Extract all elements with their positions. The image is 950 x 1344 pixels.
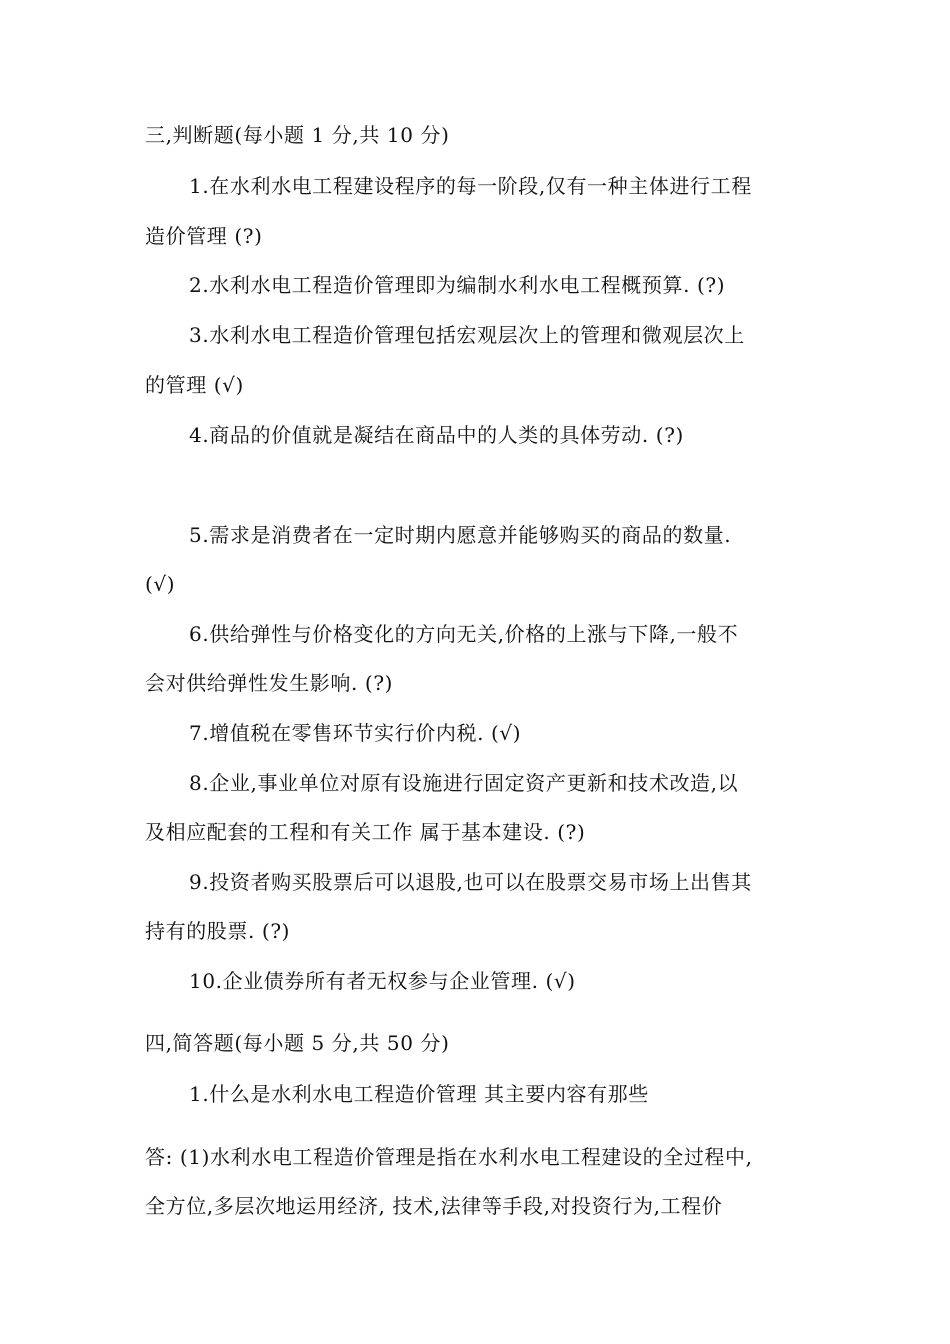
question-6-line-1: 6.供给弹性与价格变化的方向无关,价格的上涨与下降,一般不 [189, 622, 739, 646]
question-9-line-2: 持有的股票. (?) [145, 919, 291, 943]
section-heading-short-answer: 四,简答题(每小题 5 分,共 50 分) [145, 1031, 450, 1055]
question-5-line-1: 5.需求是消费者在一定时期内愿意并能够购买的商品的数量. [189, 523, 732, 547]
question-10-line-1: 10.企业债券所有者无权参与企业管理. (√) [189, 969, 576, 993]
question-6-line-2: 会对供给弹性发生影响. (?) [145, 671, 394, 695]
question-1-line-2: 造价管理 (?) [145, 224, 263, 248]
question-1-line-1: 1.在水利水电工程建设程序的每一阶段,仅有一种主体进行工程 [189, 174, 752, 198]
question-3-line-2: 的管理 (√) [145, 373, 244, 397]
question-3-line-1: 3.水利水电工程造价管理包括宏观层次上的管理和微观层次上 [189, 323, 745, 347]
short-answer-question-1: 1.什么是水利水电工程造价管理 其主要内容有那些 [189, 1082, 649, 1106]
question-2-line-1: 2.水利水电工程造价管理即为编制水利水电工程概预算. (?) [189, 273, 726, 297]
question-4-line-1: 4.商品的价值就是凝结在商品中的人类的具体劳动. (?) [189, 423, 684, 447]
question-7-line-1: 7.增值税在零售环节实行价内税. (√) [189, 721, 522, 745]
question-5-line-2: (√) [145, 572, 176, 596]
question-8-line-1: 8.企业,事业单位对原有设施进行固定资产更新和技术改造,以 [189, 771, 739, 795]
question-9-line-1: 9.投资者购买股票后可以退股,也可以在股票交易市场上出售其 [189, 870, 752, 894]
section-heading-true-false: 三,判断题(每小题 1 分,共 10 分) [145, 123, 450, 147]
question-8-line-2: 及相应配套的工程和有关工作 属于基本建设. (?) [145, 820, 586, 844]
answer-line-2: 全方位,多层次地运用经济, 技术,法律等手段,对投资行为,工程价 [145, 1194, 723, 1218]
answer-line-1: 答: (1)水利水电工程造价管理是指在水利水电工程建设的全过程中, [145, 1145, 753, 1169]
